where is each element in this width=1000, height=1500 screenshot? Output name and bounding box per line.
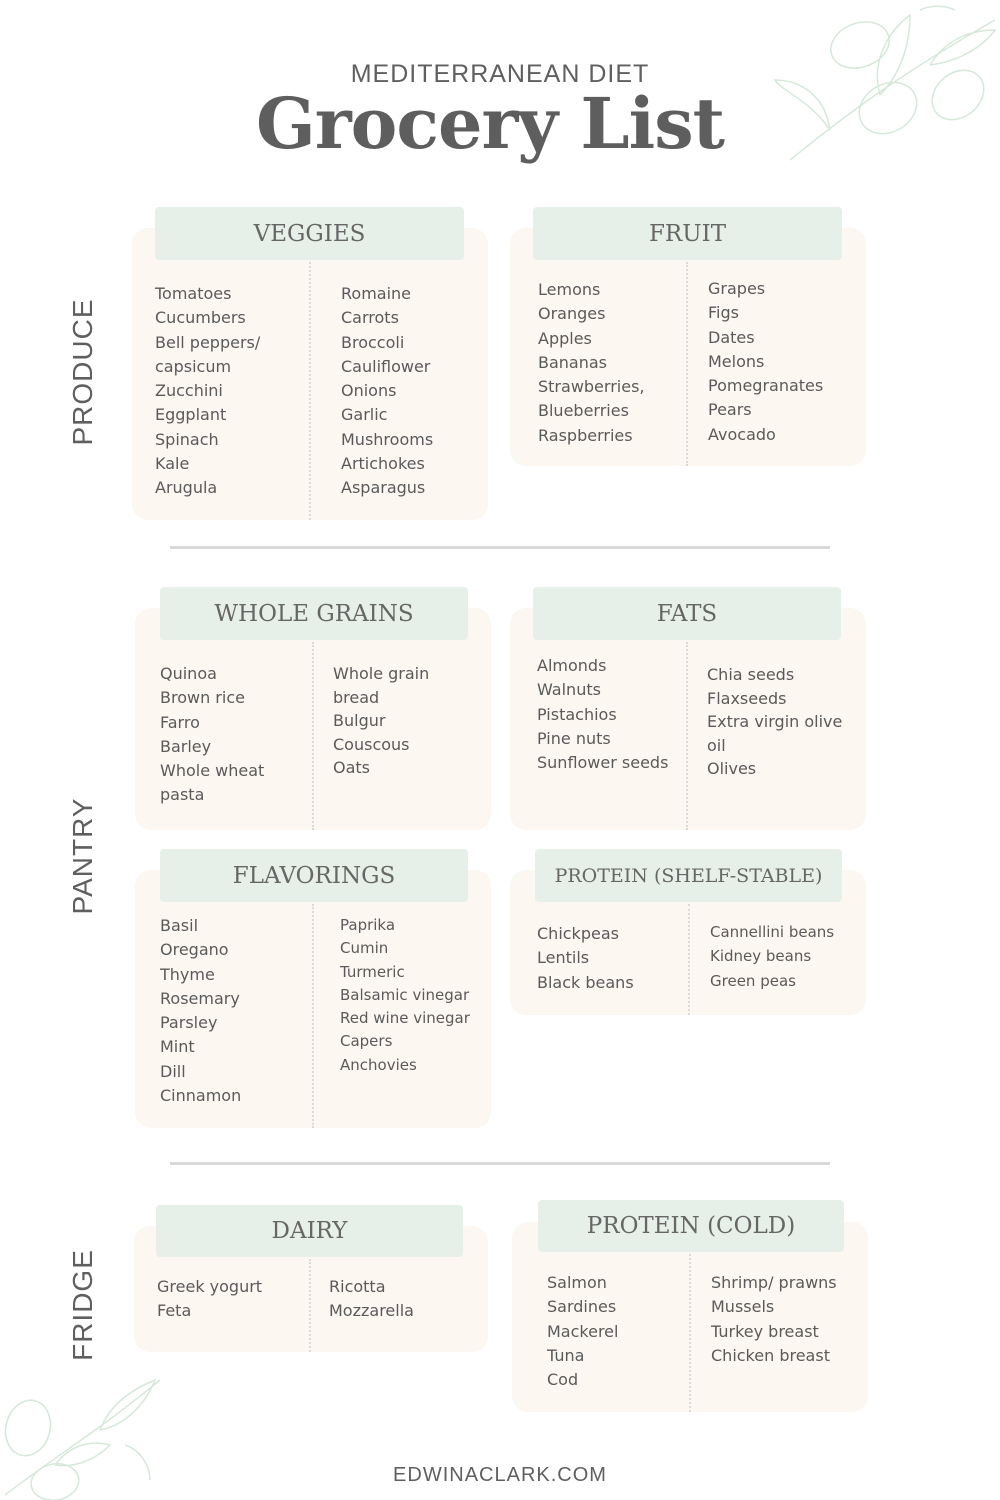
list-item: Chicken breast xyxy=(711,1345,830,1365)
veggies-header: VEGGIES xyxy=(155,207,464,260)
list-item: Garlic xyxy=(341,405,388,425)
list-item: Quinoa xyxy=(160,664,217,683)
list-item: Carrots xyxy=(341,308,399,328)
list-item: Pine nuts xyxy=(537,728,611,748)
section-divider xyxy=(170,546,830,549)
list-item: Oranges xyxy=(538,304,606,324)
list-item: Lemons xyxy=(538,280,601,299)
list-item: Figs xyxy=(708,303,739,323)
page-subtitle: MEDITERRANEAN DIET xyxy=(350,60,650,88)
list-item: Mussels xyxy=(711,1297,775,1317)
list-item: Eggplant xyxy=(155,405,227,425)
list-item: Tomatoes xyxy=(155,284,232,303)
list-item: Bananas xyxy=(538,352,608,372)
list-item: Bulgur xyxy=(333,711,386,730)
list-item: bread xyxy=(333,687,380,707)
list-item: Salmon xyxy=(547,1273,607,1292)
list-item: Oregano xyxy=(160,940,229,960)
list-item: Avocado xyxy=(708,424,776,444)
protein-cold-divider xyxy=(689,1254,691,1412)
list-item: Cod xyxy=(547,1370,579,1390)
list-item: Cinnamon xyxy=(160,1086,242,1106)
list-item: Onions xyxy=(341,381,397,401)
fruit-list-left xyxy=(538,278,644,448)
list-item: Feta xyxy=(157,1301,192,1321)
veggies-list-left xyxy=(155,282,260,501)
fats-divider xyxy=(686,642,688,830)
list-item: Mozzarella xyxy=(329,1301,414,1321)
list-item: Walnuts xyxy=(537,680,601,700)
list-item: Mushrooms xyxy=(341,429,434,449)
list-item: Blueberries xyxy=(538,401,629,421)
list-item: Cannellini beans xyxy=(710,923,835,941)
whole-grains-list-left xyxy=(160,662,264,808)
list-item: Arugula xyxy=(155,478,218,498)
list-item: Sardines xyxy=(547,1297,617,1317)
protein-cold-list-left xyxy=(547,1271,618,1392)
veggies-list-right xyxy=(341,282,433,501)
protein-shelf-header: PROTEIN (SHELF-STABLE) xyxy=(535,849,842,902)
list-item: Romaine xyxy=(341,284,412,303)
section-label-fridge: FRIDGE xyxy=(67,1249,98,1361)
list-item: Mint xyxy=(160,1037,195,1057)
list-item: Rosemary xyxy=(160,988,240,1008)
list-item: Ricotta xyxy=(329,1277,386,1296)
list-item: Capers xyxy=(340,1032,393,1051)
protein-shelf-divider xyxy=(688,904,690,1015)
veggies-divider xyxy=(309,262,311,520)
list-item: Raspberries xyxy=(538,425,633,445)
section-label-produce: PRODUCE xyxy=(67,298,98,446)
protein-cold-header: PROTEIN (COLD) xyxy=(538,1200,844,1252)
list-item: Parsley xyxy=(160,1013,218,1033)
list-item: Cauliflower xyxy=(341,356,431,376)
list-item: Apples xyxy=(538,328,592,348)
flavorings-list-left xyxy=(160,914,241,1108)
flavorings-list-right xyxy=(340,914,470,1077)
fats-list-left xyxy=(537,654,668,775)
list-item: Pistachios xyxy=(537,704,617,724)
list-item: Greek yogurt xyxy=(157,1277,263,1296)
list-item: Lentils xyxy=(537,948,590,968)
protein-cold-list-right xyxy=(711,1271,837,1368)
list-item: Basil xyxy=(160,916,199,935)
list-item: Grapes xyxy=(708,279,766,298)
list-item: Couscous xyxy=(333,734,410,754)
dairy-list-right xyxy=(329,1275,414,1324)
list-item: Tuna xyxy=(547,1345,585,1365)
list-item: Spinach xyxy=(155,429,219,449)
list-item: Broccoli xyxy=(341,332,405,352)
fruit-list-right xyxy=(708,277,823,447)
whole-grains-header: WHOLE GRAINS xyxy=(160,587,468,640)
list-item: Artichokes xyxy=(341,454,425,474)
list-item: Flaxseeds xyxy=(707,688,787,708)
dairy-divider xyxy=(309,1259,311,1352)
list-item: Chia seeds xyxy=(707,665,795,684)
flavorings-divider xyxy=(312,904,314,1128)
list-item: Anchovies xyxy=(340,1055,417,1074)
list-item: Shrimp/ prawns xyxy=(711,1273,837,1292)
list-item: Green peas xyxy=(710,971,796,990)
footer-website: EDWINACLARK.COM xyxy=(393,1464,607,1486)
list-item: Bell peppers/ xyxy=(155,332,261,352)
list-item: Zucchini xyxy=(155,381,223,401)
protein-shelf-list-left xyxy=(537,922,634,995)
fruit-header: FRUIT xyxy=(533,207,842,260)
list-item: Turkey breast xyxy=(711,1321,819,1341)
fats-header: FATS xyxy=(533,587,841,640)
list-item: Paprika xyxy=(340,916,396,934)
list-item: Almonds xyxy=(537,656,607,675)
list-item: Asparagus xyxy=(341,478,426,498)
list-item: Black beans xyxy=(537,972,634,992)
list-item: Balsamic vinegar xyxy=(340,985,470,1004)
list-item: oil xyxy=(707,735,726,755)
list-item: Pears xyxy=(708,400,752,420)
list-item: Whole wheat xyxy=(160,761,265,781)
list-item: Chickpeas xyxy=(537,924,619,943)
list-item: Extra virgin olive xyxy=(707,712,843,731)
page-title: Grocery List xyxy=(256,82,724,165)
list-item: Whole grain xyxy=(333,664,430,683)
list-item: Dates xyxy=(708,327,755,347)
whole-grains-list-right xyxy=(333,662,429,780)
list-item: Red wine vinegar xyxy=(340,1009,470,1028)
list-item: Cucumbers xyxy=(155,308,246,328)
section-divider xyxy=(170,1162,830,1165)
list-item: Farro xyxy=(160,712,200,732)
list-item: Kidney beans xyxy=(710,947,812,966)
dairy-list-left xyxy=(157,1275,262,1324)
list-item: Cumin xyxy=(340,939,389,958)
list-item: Turmeric xyxy=(340,962,405,981)
section-label-pantry: PANTRY xyxy=(67,797,98,915)
list-item: Olives xyxy=(707,759,757,778)
list-item: Dill xyxy=(160,1061,186,1081)
list-item: Thyme xyxy=(160,964,215,984)
protein-shelf-list-right xyxy=(710,920,834,993)
whole-grains-divider xyxy=(312,642,314,830)
list-item: Melons xyxy=(708,351,765,371)
list-item: Strawberries, xyxy=(538,377,645,397)
list-item: Sunflower seeds xyxy=(537,753,669,773)
list-item: Mackerel xyxy=(547,1321,619,1341)
fats-list-right xyxy=(707,663,842,781)
list-item: capsicum xyxy=(155,356,232,376)
fruit-divider xyxy=(686,262,688,466)
list-item: Oats xyxy=(333,758,371,777)
list-item: Brown rice xyxy=(160,688,245,708)
flavorings-header: FLAVORINGS xyxy=(160,849,468,902)
list-item: pasta xyxy=(160,785,205,805)
list-item: Pomegranates xyxy=(708,376,824,396)
list-item: Barley xyxy=(160,736,212,756)
dairy-header: DAIRY xyxy=(156,1205,463,1257)
list-item: Kale xyxy=(155,454,190,474)
